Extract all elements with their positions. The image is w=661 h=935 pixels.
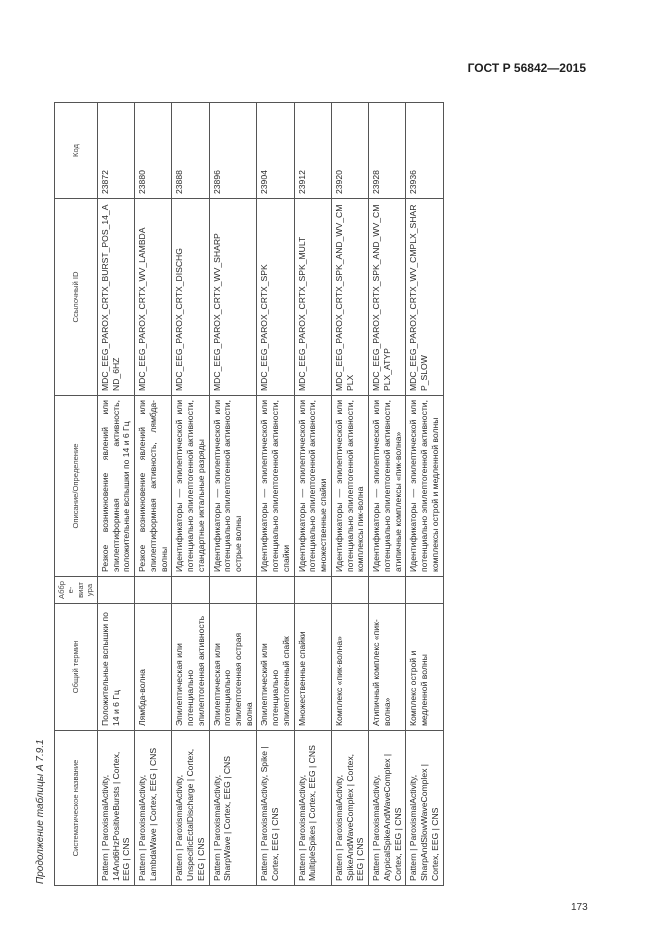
table-row: [97, 103, 134, 886]
cell-desc: Резкое возникновение явлений или эпилептиформная активность, положительные вспышки по 14 и 6 Гц: [97, 396, 134, 577]
cell-term: Комплекс «пик-волна»: [331, 604, 368, 731]
cell-abbr: [257, 577, 294, 604]
cell-refid: MDC_EEG_PAROX_CRTX_SPK_AND_WV_CMPLX_ATYP: [369, 199, 406, 396]
cell-code: 23896: [209, 103, 257, 199]
cell-term: Эпилептическая или потенциально эпилептогенная острая волна: [209, 604, 257, 731]
cell-code: 23920: [331, 103, 368, 199]
cell-abbr: [172, 577, 209, 604]
cell-term: Лямбда-волна: [135, 604, 172, 731]
cell-systematic: Pattern | ParoxismalActivity, 14And6HzPositiveBursts | Cortex, EEG | CNS: [97, 731, 134, 886]
col-header-refid: Ссылочный ID: [55, 199, 98, 396]
table-row: [369, 103, 406, 886]
rotated-table-block: [35, 36, 444, 886]
cell-code: 23912: [294, 103, 331, 199]
col-header-term: Общий термин: [55, 604, 98, 731]
cell-refid: MDC_EEG_PAROX_CRTX_SPK: [257, 199, 294, 396]
cell-desc: Резкое возникновение явлений или эпилептиформная активность, лямбда-волны: [135, 396, 172, 577]
cell-code: 23928: [369, 103, 406, 199]
cell-term: Атипичный комплекс «пик-волна»: [369, 604, 406, 731]
document-header: ГОСТ Р 56842—2015: [467, 61, 586, 75]
col-header-code: Код: [55, 103, 98, 199]
cell-code: 23936: [406, 103, 443, 199]
table-row: [406, 103, 443, 886]
cell-term: Множественные спайки: [294, 604, 331, 731]
cell-term: Эпилептический или потенциально эпилептогенный спайк: [257, 604, 294, 731]
col-header-abbr: Аббре-виатура: [55, 577, 98, 604]
cell-refid: MDC_EEG_PAROX_CRTX_WV_SHARP: [209, 199, 257, 396]
cell-desc: Идентификаторы — эпилептической или потенциально эпилептогенной активности, острые волны: [209, 396, 257, 577]
table-row: [209, 103, 257, 886]
cell-term: Комплекс острой и медленной волны: [406, 604, 443, 731]
page-number: 173: [571, 902, 588, 913]
cell-abbr: [97, 577, 134, 604]
cell-abbr: [331, 577, 368, 604]
cell-desc: Идентификаторы — эпилептической или потенциально эпилептогенной активности, множественные спайки: [294, 396, 331, 577]
cell-systematic: Pattern | ParoxismalActivity, SpikeAndWaveComplex | Cortex, EEG | CNS: [331, 731, 368, 886]
cell-refid: MDC_EEG_PAROX_CRTX_DISCHG: [172, 199, 209, 396]
cell-abbr: [294, 577, 331, 604]
cell-systematic: Pattern | ParoxismalActivity, Spike | Cortex, EEG | CNS: [257, 731, 294, 886]
cell-abbr: [209, 577, 257, 604]
cell-refid: MDC_EEG_PAROX_CRTX_SPK_AND_WV_CMPLX: [331, 199, 368, 396]
table-caption: Продолжение таблицы А 7.9.1: [35, 739, 46, 884]
cell-abbr: [406, 577, 443, 604]
cell-term: Эпилептическая или потенциально эпилептогенная активность: [172, 604, 209, 731]
cell-desc: Идентификаторы — эпилептической или потенциально эпилептогенной активности, комплексы пик-волна: [331, 396, 368, 577]
table-header-row: [55, 103, 98, 886]
cell-term: Положительные вспышки по 14 и 6 Гц: [97, 604, 134, 731]
col-header-systematic: Систематическое название: [55, 731, 98, 886]
table-row: [294, 103, 331, 886]
table-row: [257, 103, 294, 886]
cell-code: 23872: [97, 103, 134, 199]
cell-systematic: Pattern | ParoxismalActivity, MultipleSpikes | Cortex, EEG | CNS: [294, 731, 331, 886]
cell-code: 23888: [172, 103, 209, 199]
table-row: [172, 103, 209, 886]
cell-systematic: Pattern | ParoxismalActivity, AtypicalSpikeAndWaveComplex | Cortex, EEG | CNS: [369, 731, 406, 886]
cell-abbr: [135, 577, 172, 604]
terms-table: [54, 102, 444, 886]
table-row: [135, 103, 172, 886]
cell-desc: Идентификаторы — эпилептической или потенциально эпилептогенной активности, атипичные комплексы «пик-волна»: [369, 396, 406, 577]
cell-refid: MDC_EEG_PAROX_CRTX_SPK_MULT: [294, 199, 331, 396]
cell-abbr: [369, 577, 406, 604]
cell-systematic: Pattern | ParoxismalActivity, UnspecificEctalDischarge | Cortex, EEG | CNS: [172, 731, 209, 886]
cell-systematic: Pattern | ParoxismalActivity, SharpAndSlowWaveComplex | Cortex, EEG | CNS: [406, 731, 443, 886]
cell-refid: MDC_EEG_PAROX_CRTX_WV_CMPLX_SHARP_SLOW: [406, 199, 443, 396]
cell-systematic: Pattern | ParoxismalActivity, SharpWave | Cortex, EEG | CNS: [209, 731, 257, 886]
cell-desc: Идентификаторы — эпилептической или потенциально эпилептогенной активности, комплексы острой и медленной волны: [406, 396, 443, 577]
cell-refid: MDC_EEG_PAROX_CRTX_WV_LAMBDA: [135, 199, 172, 396]
table-row: [331, 103, 368, 886]
cell-refid: MDC_EEG_PAROX_CRTX_BURST_POS_14_AND_6HZ: [97, 199, 134, 396]
cell-desc: Идентификаторы — эпилептической или потенциально эпилептогенной активности, стандартные иктальные разряды: [172, 396, 209, 577]
cell-systematic: Pattern | ParoxismalActivity, LambdaWave | Cortex, EEG | CNS: [135, 731, 172, 886]
cell-code: 23880: [135, 103, 172, 199]
cell-code: 23904: [257, 103, 294, 199]
cell-desc: Идентификаторы — эпилептической или потенциально эпилептогенной активности, спайки: [257, 396, 294, 577]
col-header-desc: Описание/Определение: [55, 396, 98, 577]
